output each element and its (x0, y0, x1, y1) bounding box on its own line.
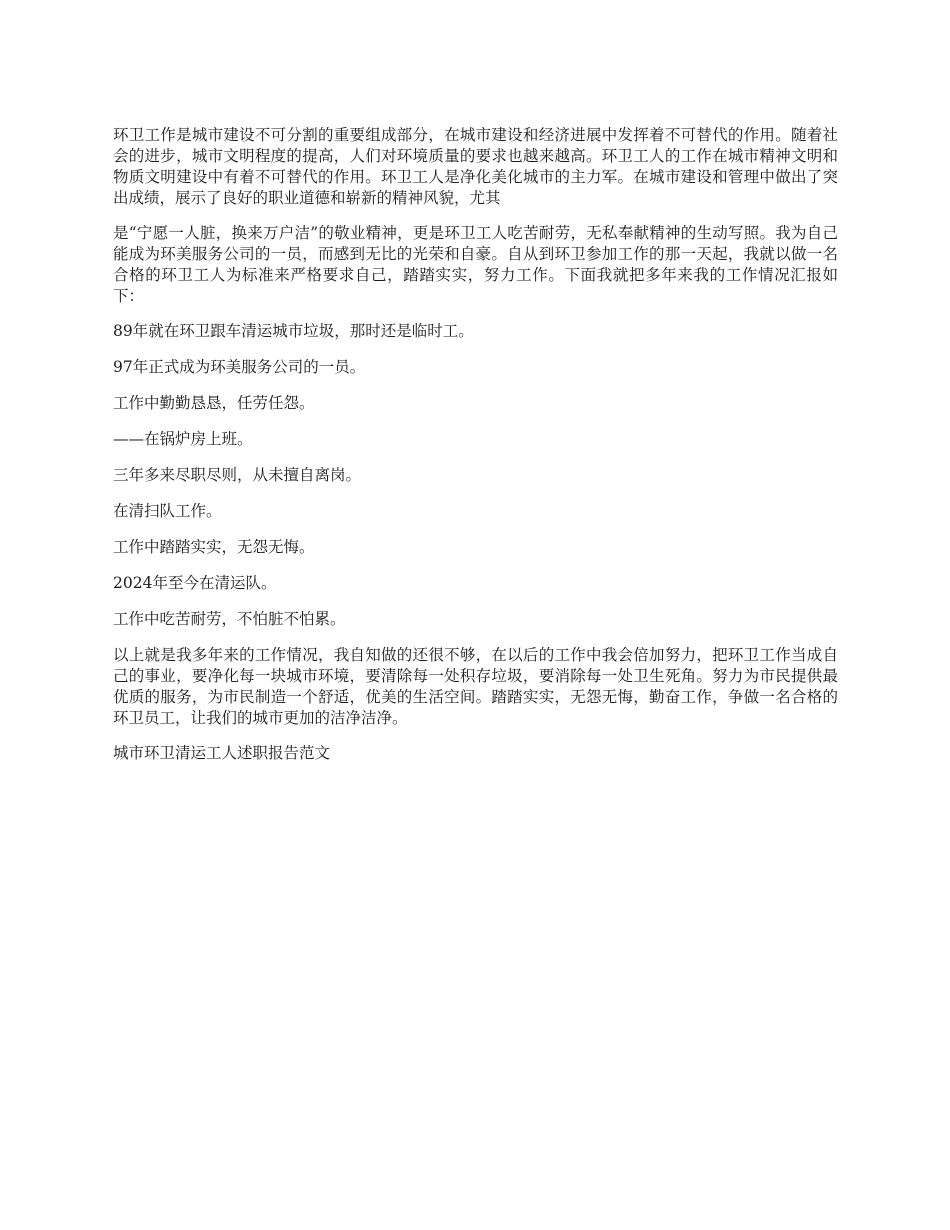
work-attitude-line-1: 工作中勤勤恳恳，任劳任怨。 (113, 394, 315, 412)
sweeping-team-line: 在清扫队工作。 (113, 502, 222, 520)
work-attitude-line-3: 工作中踏踏实实，无怨无悔。 (113, 538, 315, 556)
conclusion-paragraph: 以上就是我多年来的工作情况，我自知做的还很不够，在以后的工作中我会倍加努力，把环卫工作当成自己的事业，要净化每一块城市环境，要清除每一处积存垃圾，要消除每一处卫生死角。努力为市民提供最优质的服务，为市民制造一个舒适，优美的生活空间。踏踏实实，无怨无悔，勤奋工作，争做一名合格的环卫员工，让我们的城市更加的洁净洁净。 (113, 646, 838, 727)
intro-paragraph: 环卫工作是城市建设不可分割的重要组成部分，在城市建设和经济进展中发挥着不可替代的作用。随着社会的进步，城市文明程度的提高，人们对环境质量的要求也越来越高。环卫工人的工作在城市精神文明和物质文明建设中有着不可替代的作用。环卫工人是净化美化城市的主力军。在城市建设和管理中做出了突出成绩，展示了良好的职业道德和崭新的精神风貌，尤其 (113, 126, 838, 207)
boiler-room-line: ——在锅炉房上班。 (113, 430, 253, 448)
work-attitude-line-4: 工作中吃苦耐劳，不怕脏不怕累。 (113, 610, 346, 628)
work-attitude-line-2: 三年多来尽职尽则，从未擅自离岗。 (113, 466, 362, 484)
history-line-1989: 89年就在环卫跟车清运城市垃圾，那时还是临时工。 (113, 322, 474, 340)
document-page (113, 125, 838, 779)
history-line-1997: 97年正式成为环美服务公司的一员。 (113, 358, 366, 376)
dedication-paragraph: 是“宁愿一人脏，换来万户洁”的敬业精神，更是环卫工人吃苦耐劳，无私奉献精神的生动写照。我为自己能成为环美服务公司的一员，而感到无比的光荣和自豪。自从到环卫参加工作的那一天起，我就以做一名合格的环卫工人为标准来严格要求自己，踏踏实实，努力工作。下面我就把多年来我的工作情况汇报如下： (113, 224, 838, 305)
history-line-2024: 2024年至今在清运队。 (113, 574, 277, 592)
document-title-line: 城市环卫清运工人述职报告范文 (113, 744, 331, 762)
